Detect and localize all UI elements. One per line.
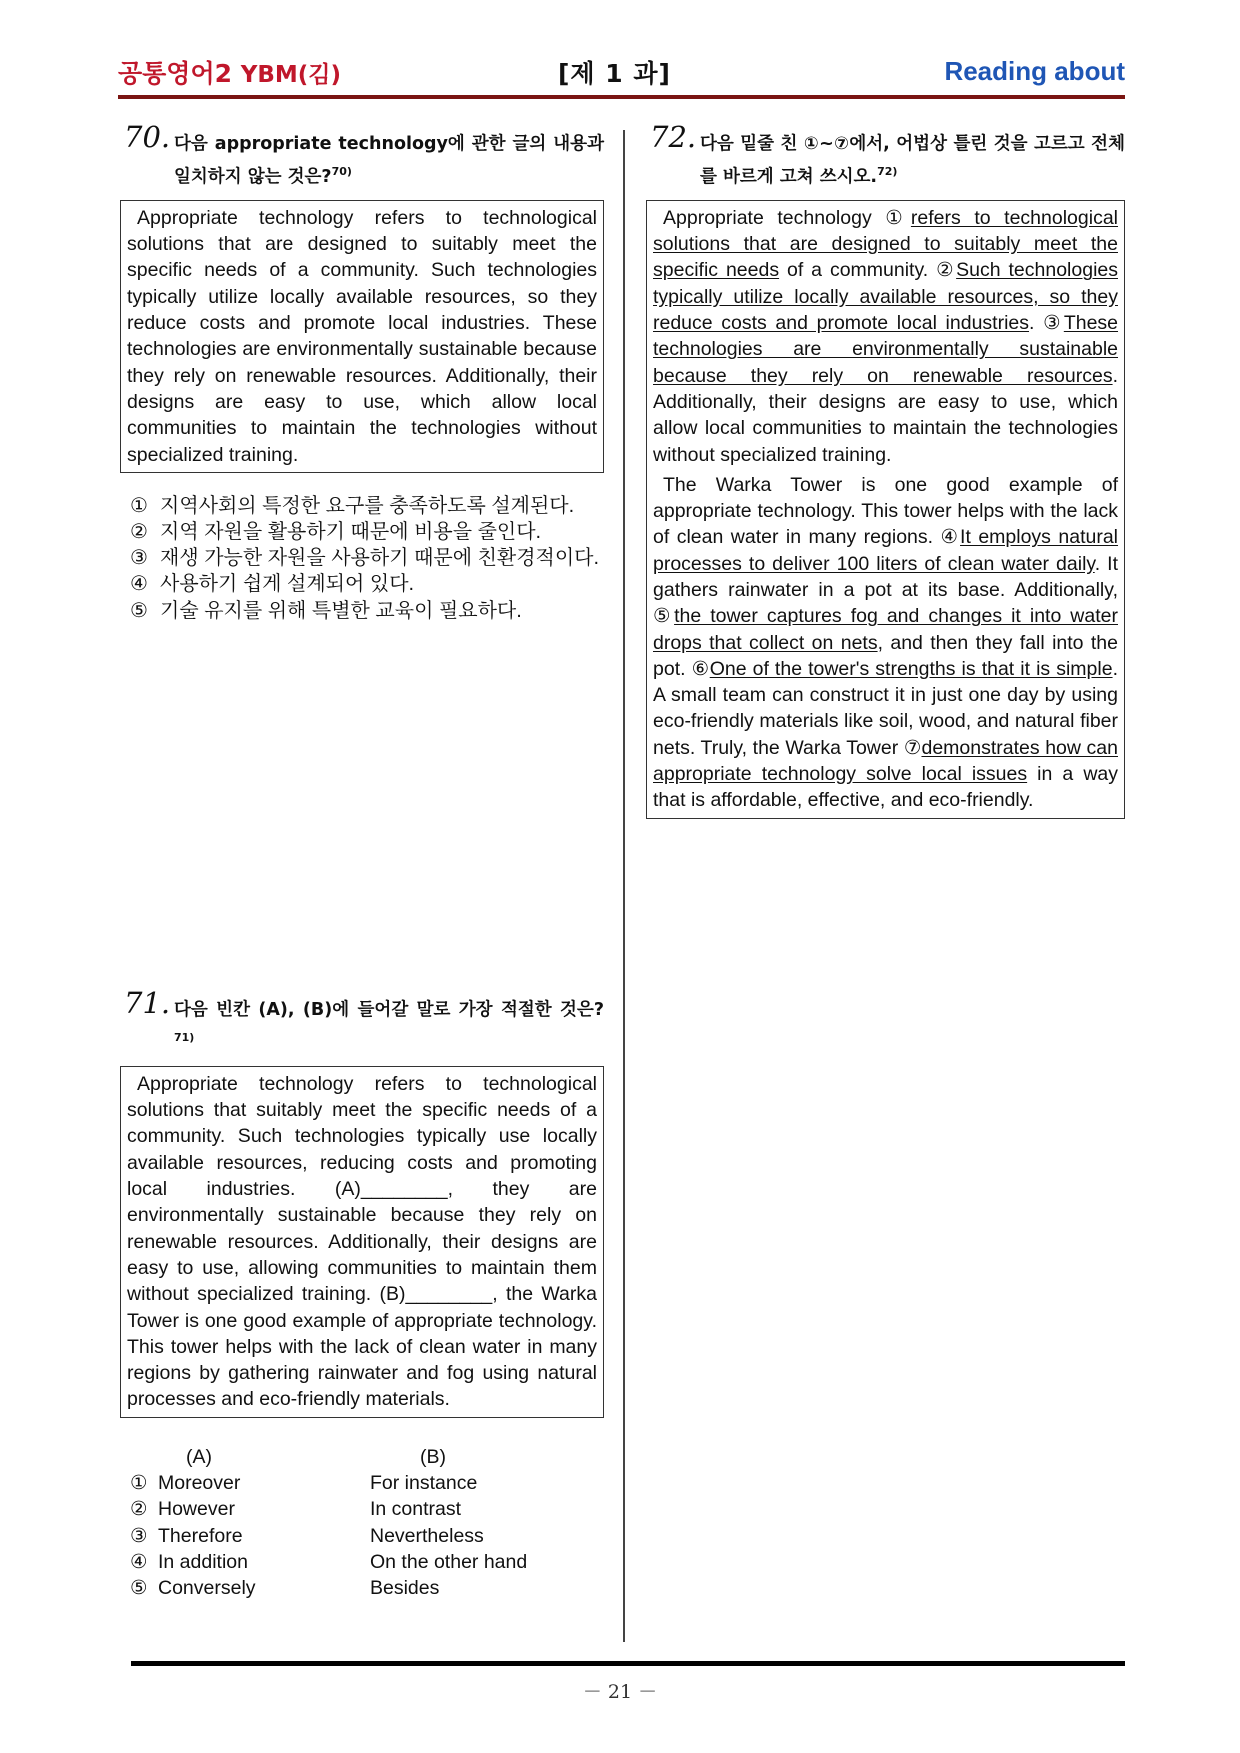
choice-option-a: [130, 1496, 235, 1522]
choice-b-text: On the other hand: [370, 1550, 528, 1573]
choice-item: [130, 1549, 604, 1575]
choice-mark: ⑤: [130, 599, 148, 622]
passage-box: [120, 200, 604, 473]
underlined-segment: the tower captures fog and changes it into water drops that collect on nets: [653, 605, 1118, 654]
underline-marker: ③: [1043, 312, 1064, 335]
choice-mark: ②: [130, 521, 148, 543]
passage-paragraph-1: [653, 205, 1118, 468]
footnote-mark: 71): [174, 1031, 195, 1044]
passage-box: [120, 1066, 604, 1418]
choice-option-a: [130, 1549, 248, 1575]
passage-paragraph-2: [653, 472, 1118, 814]
passage-segment: of a community.: [779, 259, 937, 282]
underlined-segment: refers to technological solutions that are designed to suitably meet the specific needs: [653, 206, 1119, 282]
underline-marker: ①: [885, 206, 911, 229]
passage-segment: , and then they fall into the pot.: [653, 631, 1118, 680]
choice-a-text: Moreover: [158, 1471, 241, 1494]
underlined-segment: demonstrates how can appropriate technology solve local issues: [653, 736, 1118, 786]
question-title: 다음 빈칸 (A), (B)에 들어갈 말로 가장 적절한 것은?: [174, 1000, 604, 1020]
lesson-label: [제 1 과]: [558, 59, 671, 88]
passage-text: Appropriate technology refers to technological solutions that suitably meet the specific needs of a community. Such technologies typically use locally available resources, reducing costs and promoting local industries. (A)________, they are environmentally sustainable because they rely on renewable resources. Additionally, their designs are easy to use, allowing communities to maintain them without specialized training. (B)________, the Warka Tower is one good example of appropriate technology. This tower helps with the lack of clean water in many regions by gathering rainwater and fog using natural processes and eco-friendly materials.: [127, 1072, 597, 1411]
header-subject: [118, 54, 341, 90]
passage-box: [646, 200, 1125, 819]
choice-mark: ①: [130, 1471, 148, 1494]
passage-text: Appropriate technology refers to technological solutions that are designed to suitably meet the specific needs of a community. Such technologies typically utilize locally available resources, so they reduce costs and promote local industries. These technologies are environmentally sustainable because they rely on renewable resources. Additionally, their designs are easy to use, which allow local communities to maintain the technologies without specialized training.: [127, 206, 597, 466]
choices-header-row: [130, 1444, 604, 1470]
choice-b-text: Besides: [370, 1577, 440, 1600]
choice-item: [130, 1575, 604, 1601]
choice-b-text: Nevertheless: [370, 1524, 484, 1547]
choice-mark: ②: [130, 1498, 148, 1521]
question-70-heading: [120, 120, 604, 191]
question-70: [120, 120, 604, 624]
choice-text: 지역사회의 특정한 요구를 충족하도록 설계된다.: [160, 494, 575, 517]
footnote-mark: 70): [331, 165, 352, 178]
choice-item: [130, 545, 604, 571]
question-number: 71.: [124, 986, 171, 1020]
passage-segment: The Warka Tower is one good example of appropriate technology. This tower helps with the lack of clean water in many regions.: [653, 473, 1118, 549]
choice-mark: ④: [130, 573, 148, 596]
passage-segment: in a way that is affordable, effective, and eco-friendly.: [653, 763, 1119, 812]
choice-mark: ④: [130, 1550, 148, 1573]
column-a-header: (A): [186, 1445, 212, 1468]
underlined-segment: Such technologies typically utilize locally available resources, so they reduce costs and promote local industries: [653, 259, 1118, 335]
choice-a-text: Conversely: [158, 1577, 256, 1600]
choice-mark: ③: [130, 1524, 148, 1547]
question-72: [646, 120, 1125, 819]
choice-mark: ①: [130, 494, 148, 517]
choice-b-text: In contrast: [370, 1498, 462, 1521]
question-71: [120, 986, 604, 1601]
question-number: 70.: [124, 120, 171, 154]
choice-a-text: Therefore: [158, 1524, 243, 1547]
choice-text: 기술 유지를 위해 특별한 교육이 필요하다.: [160, 599, 522, 622]
choice-item: [130, 1496, 604, 1522]
choice-item: [130, 571, 604, 597]
choice-mark: ⑤: [130, 1577, 148, 1600]
page-number: － 21 －: [582, 1681, 658, 1703]
question-72-heading: [646, 120, 1125, 191]
underline-marker: ⑥: [691, 657, 710, 680]
choice-b-text: For instance: [370, 1471, 478, 1494]
passage-segment: .: [1029, 312, 1044, 335]
choice-text: 지역 자원을 활용하기 때문에 비용을 줄인다.: [160, 521, 542, 543]
header-rule: [118, 95, 1125, 99]
question-71-heading: [120, 986, 604, 1057]
column-divider: [623, 130, 625, 1642]
topic-label: Reading about: [944, 56, 1125, 86]
passage-segment: . Additionally, their designs are easy to use, which allow local communities to maintain the technologies without specialized training.: [653, 364, 1118, 466]
choice-text: 재생 가능한 자원을 사용하기 때문에 친환경적이다.: [160, 547, 600, 570]
passage-segment: Appropriate technology: [663, 206, 886, 229]
underlined-segment: It employs natural processes to deliver 100 liters of clean water daily: [653, 526, 1119, 575]
footer-rule: [131, 1661, 1125, 1666]
choice-item: [130, 1523, 604, 1549]
column-b-header: (B): [420, 1445, 446, 1468]
question-number: 72.: [650, 120, 697, 154]
subject-label: 공통영어2: [118, 59, 232, 88]
publisher-label: YBM(김): [240, 62, 342, 88]
choice-a-text: In addition: [158, 1550, 248, 1573]
underlined-segment: One of the tower's strengths is that it is simple: [709, 657, 1113, 680]
footnote-mark: 72): [877, 165, 898, 178]
choice-item: [130, 493, 604, 519]
choice-option-a: [130, 1523, 243, 1549]
question-title: 다음 밑줄 친 ①~⑦에서, 어법상 틀린 것을 고르고 전체를 바르게 고쳐 쓰시오.: [700, 134, 1125, 187]
choice-text: 사용하기 쉽게 설계되어 있다.: [160, 573, 415, 596]
answer-choices: [120, 493, 604, 624]
choice-item: [130, 598, 604, 624]
passage-segment: . A small team can construct it in just one day by using eco-friendly materials like soil, wood, and natural fiber nets. Truly, the Warka Tower: [653, 657, 1118, 759]
page-header: [118, 52, 1125, 92]
underline-marker: ②: [936, 259, 957, 282]
choice-item: [130, 1470, 604, 1496]
choice-option-a: [130, 1575, 256, 1601]
answer-choices: [120, 1444, 604, 1602]
choice-item: [130, 519, 604, 545]
choice-a-text: However: [158, 1498, 235, 1521]
question-title: 다음 appropriate technology에 관한 글의 내용과 일치하지 않는 것은?: [174, 134, 604, 187]
passage-segment: . It gathers rainwater in a pot at its base. Additionally,: [653, 552, 1118, 601]
choice-option-a: [130, 1470, 240, 1496]
choice-mark: ③: [130, 547, 148, 570]
underline-marker: ⑤: [653, 605, 675, 628]
underline-marker: ⑦: [903, 736, 922, 759]
underline-marker: ④: [940, 526, 961, 549]
underlined-segment: These technologies are environmentally sustainable because they rely on renewable resources: [653, 312, 1119, 387]
